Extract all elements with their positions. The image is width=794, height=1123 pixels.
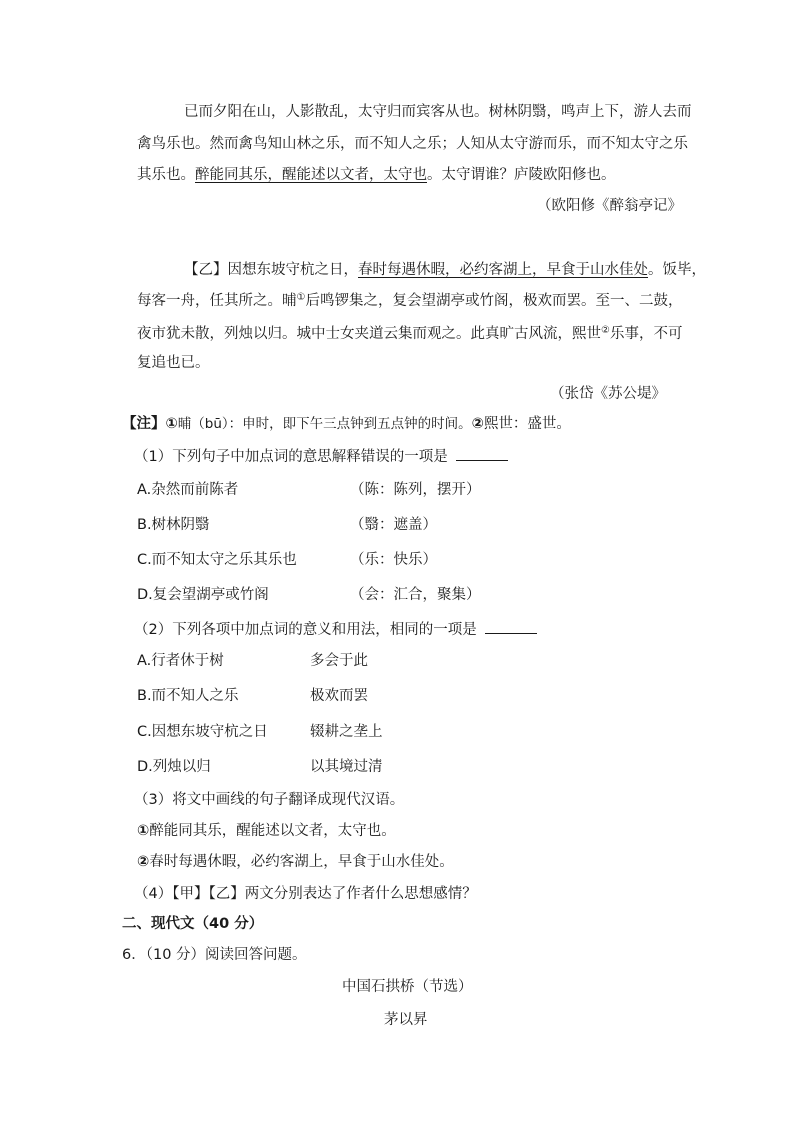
jia-line-3 (137, 165, 616, 185)
q2-option-d-text: D.列烛以归 (137, 759, 211, 775)
q2-option-b-compare: 极欢而罢 (310, 688, 368, 704)
q2-option-c[interactable] (137, 722, 268, 742)
note-marker-2: ② (471, 416, 484, 432)
q3-sentence-1-text: 醉能同其乐，醒能述以文者，太守也。 (149, 823, 396, 839)
q1-option-b-text: B.树林阴翳 (137, 517, 210, 533)
q3-marker-2: ② (137, 854, 150, 870)
yi-line-4: 复追也已。 (137, 355, 210, 371)
jia-line-2: 禽鸟乐也。然而禽鸟知山林之乐，而不知人之乐；人知从太守游而乐，而不知太守之乐 (137, 136, 688, 152)
q2-option-a-text: A.行者休于树 (137, 653, 224, 669)
q2-stem (134, 619, 537, 640)
jia-line-3-start: 其乐也。 (137, 167, 195, 183)
q1-option-d[interactable] (137, 585, 269, 605)
q1-option-a-text: A.杂然而前陈者 (137, 482, 239, 498)
q1-option-b-gloss: （翳：遮盖） (350, 517, 437, 533)
yi-line-3 (137, 324, 682, 346)
q1-answer-blank[interactable] (456, 446, 508, 461)
footnote-marker-2: ② (601, 325, 610, 336)
q1-option-c-text: C.而不知太守之乐其乐也 (137, 552, 297, 568)
q2-stem-text: （2）下列各项中加点词的意义和用法，相同的一项是 (134, 622, 477, 638)
q2-option-d-compare: 以其境过清 (310, 759, 383, 775)
q1-option-a-gloss: （陈：陈列，摆开） (350, 482, 481, 498)
q1-stem-text: （1）下列句子中加点词的意思解释错误的一项是 (134, 449, 448, 465)
q3-marker-1: ① (137, 823, 150, 839)
q2-option-c-compare: 辍耕之垄上 (310, 724, 383, 740)
note-marker-1: ① (165, 416, 178, 432)
q3-sentence-2 (137, 852, 454, 872)
q3-sentence-1 (137, 821, 396, 841)
jia-source: （欧阳修《醉翁亭记》 (537, 198, 682, 214)
yi-line-2 (137, 291, 682, 313)
q2-option-c-text: C.因想东坡守杭之日 (137, 724, 268, 740)
yi-line-3-start: 夜市犹未散，列烛以归。城中士女夹道云集而观之。此真旷古风流，熙世 (137, 326, 601, 342)
q1-option-c[interactable] (137, 550, 297, 570)
yi-line-2-end: 后鸣锣集之，复会望湖亭或竹阁，极欢而罢。至一、二鼓， (305, 293, 683, 309)
yi-line-3-end: 乐事，不可 (609, 326, 683, 342)
note-2: 熙世：盛世。 (483, 416, 571, 432)
yi-line-1-start: 因想东坡守杭之日， (227, 262, 358, 278)
q3-stem: （3）将文中画线的句子翻译成现代汉语。 (134, 792, 405, 808)
notes (122, 414, 571, 434)
yi-tag: 【乙】 (184, 262, 228, 278)
q2-option-d[interactable] (137, 757, 211, 777)
q1-stem (134, 446, 508, 467)
yi-line-1 (184, 260, 706, 280)
jia-line-3-end: 。太守谓谁？庐陵欧阳修也。 (427, 167, 616, 183)
q2-option-b-text: B.而不知人之乐 (137, 688, 239, 704)
q2-option-a-compare: 多会于此 (310, 653, 368, 669)
q1-option-d-gloss: （会：汇合，聚集） (350, 587, 481, 603)
yi-line-1-end: 。饭毕， (648, 262, 706, 278)
q6-stem: 6．（10 分）阅读回答问题。 (122, 947, 307, 963)
yi-line-2-start: 每客一舟，任其所之。晡 (137, 293, 297, 309)
q3-sentence-2-text: 春时每遇休暇，必约客湖上，早食于山水佳处。 (149, 854, 454, 870)
yi-source: （张岱《苏公堤》 (550, 386, 666, 402)
note-label: 【注】 (122, 416, 166, 432)
q1-option-b[interactable] (137, 515, 210, 535)
q1-option-c-gloss: （乐：快乐） (350, 552, 437, 568)
q2-option-a[interactable] (137, 651, 224, 671)
section-2-heading: 二、现代文（40 分） (122, 916, 264, 932)
q1-option-d-text: D.复会望湖亭或竹阁 (137, 587, 269, 603)
footnote-marker-1: ① (296, 292, 306, 303)
jia-line-1: 已而夕阳在山，人影散乱，太守归而宾客从也。树林阴翳，鸣声上下，游人去而 (184, 104, 692, 120)
jia-underlined-sentence: 醉能同其乐，醒能述以文者，太守也 (195, 167, 427, 183)
note-1: 晡（bū）：申时，即下午三点钟到五点钟的时间。 (177, 416, 472, 432)
q2-option-b[interactable] (137, 686, 239, 706)
q2-answer-blank[interactable] (485, 619, 537, 634)
article-author: 茅以昇 (384, 1012, 428, 1028)
q1-option-a[interactable] (137, 480, 238, 500)
q4-stem: （4）【甲】【乙】两文分别表达了作者什么思想感情？ (134, 886, 477, 902)
article-title: 中国石拱桥（节选） (342, 979, 473, 995)
yi-underlined-sentence: 春时每遇休暇，必约客湖上，早食于山水佳处 (358, 262, 648, 278)
